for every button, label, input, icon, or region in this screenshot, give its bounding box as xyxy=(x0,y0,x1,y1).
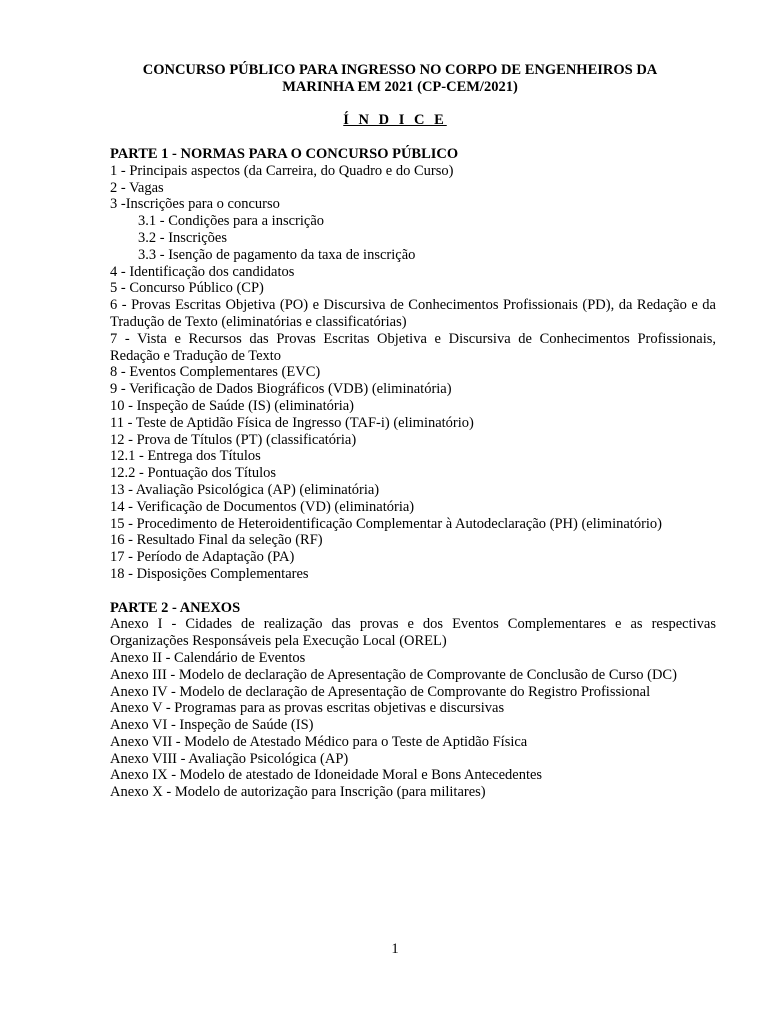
section-spacer xyxy=(110,583,716,600)
toc-item: 4 - Identificação dos candidatos xyxy=(110,263,295,280)
annex-item: Anexo III - Modelo de declaração de Apresentação de Comprovante de Conclusão de Curso (DC) xyxy=(110,666,677,683)
annex-item: Anexo X - Modelo de autorização para Inscrição (para militares) xyxy=(110,784,486,801)
toc-item: 12 - Prova de Títulos (PT) (classificatória) xyxy=(110,431,357,448)
toc-item: 12.2 - Pontuação dos Títulos xyxy=(110,465,277,482)
annex-item: Anexo VI - Inspeção de Saúde (IS) xyxy=(110,717,314,734)
document-title xyxy=(100,62,700,96)
toc-item: 18 - Disposições Complementares xyxy=(110,565,309,582)
annex-item: Anexo V - Programas para as provas escritas objetivas e discursivas xyxy=(110,700,505,717)
toc-item: 8 - Eventos Complementares (EVC) xyxy=(110,364,321,381)
toc-item: 14 - Verificação de Documentos (VD) (eliminatória) xyxy=(110,498,415,515)
toc-item: 12.1 - Entrega dos Títulos xyxy=(110,448,261,465)
toc-item: 3 -Inscrições para o concurso xyxy=(110,196,280,213)
toc-subitem: 3.3 - Isenção de pagamento da taxa de inscrição xyxy=(138,246,416,263)
page-number: 1 xyxy=(391,941,399,957)
toc-item: 16 - Resultado Final da seleção (RF) xyxy=(110,532,323,549)
toc-item: 9 - Verificação de Dados Biográficos (VDB) (eliminatória) xyxy=(110,381,452,398)
annex-item: Anexo I - Cidades de realização das provas e dos Eventos Complementares e as respectivas Organizações Responsáveis pela Execução Local (OREL) xyxy=(110,616,716,650)
part1-heading: PARTE 1 - NORMAS PARA O CONCURSO PÚBLICO xyxy=(110,146,459,162)
part2-heading: PARTE 2 - ANEXOS xyxy=(110,599,241,616)
index-heading: Í N D I C E xyxy=(343,112,447,128)
toc-item: 5 - Concurso Público (CP) xyxy=(110,280,264,297)
annex-item: Anexo IV - Modelo de declaração de Apresentação de Comprovante do Registro Profissional xyxy=(110,683,651,700)
toc-subitem: 3.1 - Condições para a inscrição xyxy=(138,213,325,230)
annex-item: Anexo VII - Modelo de Atestado Médico para o Teste de Aptidão Física xyxy=(110,733,528,750)
toc-item: 2 - Vagas xyxy=(110,179,164,196)
toc-item: 7 - Vista e Recursos das Provas Escritas Objetiva e Discursiva de Conhecimentos Profissionais, Redação e Tradução de Texto xyxy=(110,330,716,364)
toc-item: 6 - Provas Escritas Objetiva (PO) e Discursiva de Conhecimentos Profissionais (PD), da Redação e da Tradução de Texto (eliminatórias e classificatórias) xyxy=(110,297,716,330)
toc-item: 17 - Período de Adaptação (PA) xyxy=(110,549,295,566)
annex-item: Anexo IX - Modelo de atestado de Idoneidade Moral e Bons Antecedentes xyxy=(110,767,543,784)
toc-item: 1 - Principais aspectos (da Carreira, do Quadro e do Curso) xyxy=(110,162,454,179)
toc-subitem: 3.2 - Inscrições xyxy=(138,229,227,246)
toc-item: 10 - Inspeção de Saúde (IS) (eliminatória) xyxy=(110,397,354,414)
toc-item: 11 - Teste de Aptidão Física de Ingresso (TAF-i) (eliminatório) xyxy=(110,414,474,431)
title-line-1: CONCURSO PÚBLICO PARA INGRESSO NO CORPO DE ENGENHEIROS DA xyxy=(142,62,658,78)
toc-item: 13 - Avaliação Psicológica (AP) (eliminatória) xyxy=(110,481,380,498)
toc-item: 15 - Procedimento de Heteroidentificação Complementar à Autodeclaração (PH) (eliminatório) xyxy=(110,515,662,532)
table-of-contents xyxy=(110,146,716,801)
title-line-2: MARINHA EM 2021 (CP-CEM/2021) xyxy=(282,79,518,95)
annex-item: Anexo II - Calendário de Eventos xyxy=(110,649,306,666)
annex-item: Anexo VIII - Avaliação Psicológica (AP) xyxy=(110,750,349,767)
